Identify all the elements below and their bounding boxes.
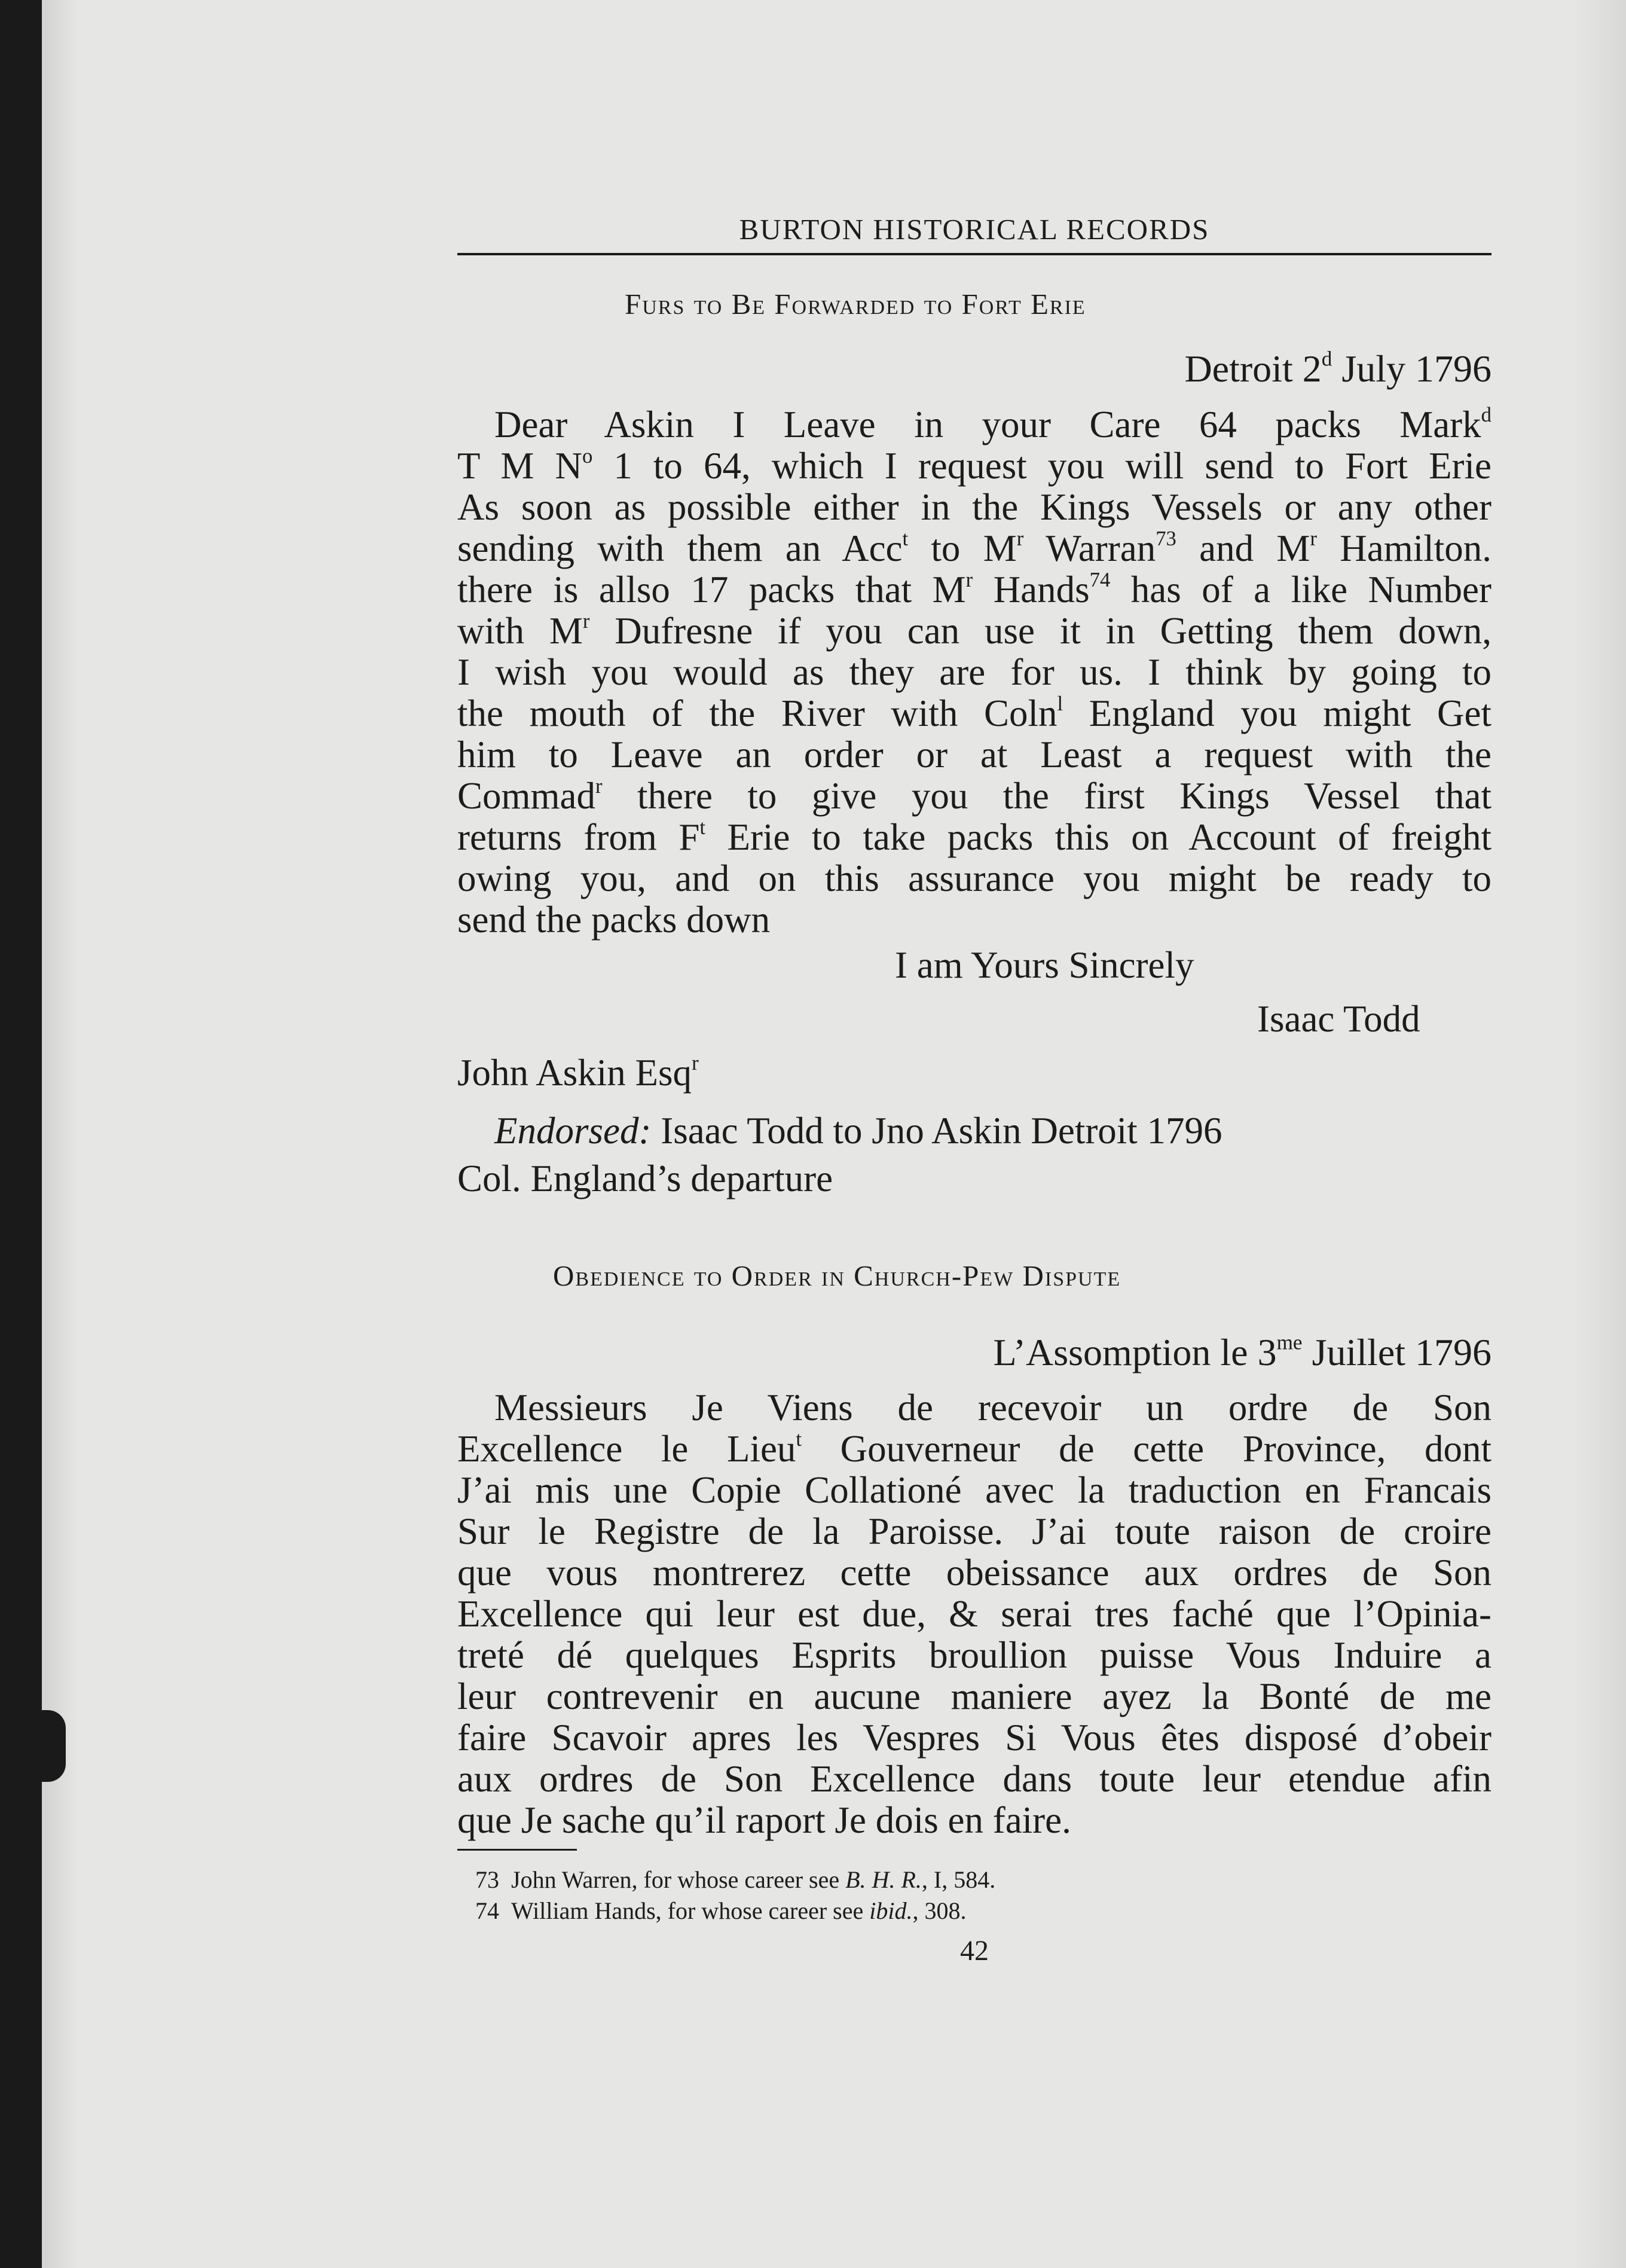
footnote-rule (457, 1849, 577, 1851)
section-title-furs: Furs to Be Forwarded to Fort Erie (625, 288, 1086, 320)
text-line: Sur le Registre de la Paroisse. J’ai toute raison de croire (457, 1511, 1491, 1552)
text-line: que Je sache qu’il raport Je dois en faire. (457, 1800, 1071, 1841)
text-line: returns from $F^t$ Erie to take packs this on Account of freight (457, 817, 1491, 858)
footnote-ref-73: 73 (1156, 528, 1176, 551)
text-line: owing you, and on this assurance you might be ready to (457, 858, 1491, 899)
text-line: T M $N^o$ 1 to 64, which I request you will send to Fort Erie (457, 445, 1491, 487)
page-number: 42 (960, 1935, 989, 1967)
section-title-obedience: Obedience to Order in Church-Pew Dispute (553, 1259, 1121, 1292)
header-rule (457, 253, 1491, 255)
text-line: Excellence qui leur est due, & serai tres faché que l’Opinia- (457, 1594, 1491, 1635)
text-line: Excellence le Lieu$^t$ Gouverneur de cette Province, dont (457, 1428, 1491, 1470)
footnote-ref-74: 74 (1089, 569, 1111, 592)
footnote-74: 74 William Hands, for whose career see ibid., 308. (475, 1897, 967, 1924)
footnote-73: 73 John Warren, for whose career see B. H. R., I, 584. (475, 1866, 996, 1893)
text-line: send the packs down (457, 899, 771, 941)
endorsement: Endorsed: Isaac Todd to Jno Askin Detroit 1796 (494, 1110, 1222, 1152)
text-line: aux ordres de Son Excellence dans toute leur etendue afin (457, 1759, 1491, 1800)
text-line: Dear Askin I Leave in your Care 64 packs Mark$^d$ (494, 404, 1491, 445)
closing-line: I am Yours Sincrely (895, 944, 1194, 986)
page-edge-notch (42, 1710, 66, 1782)
text-line: there is allso 17 packs that $M^r$ Hands$^{74}$ has of a like Number (457, 569, 1491, 611)
text-line: As soon as possible either in the Kings Vessels or any other (457, 487, 1491, 528)
addressee: John Askin Esq$^r$ (457, 1052, 699, 1094)
text-line: sending with them an Acc$^t$ to $M^r$ Warran$^{73}$ and $M^r$ Hamilton. (457, 528, 1491, 569)
text-line: J’ai mis une Copie Collationé avec la traduction en Francais (457, 1470, 1491, 1511)
running-head: BURTON HISTORICAL RECORDS (739, 213, 1210, 246)
text-line: treté dé quelques Esprits broullion puisse Vous Induire a (457, 1635, 1491, 1676)
letter-body-todd (457, 404, 1491, 941)
text-line: him to Leave an order or at Least a request with the (457, 734, 1491, 776)
dateline-assomption: L’Assomption le $3^{me}$ Juillet 1796 (993, 1330, 1491, 1373)
text-line: que vous montrerez cette obeissance aux ordres de Son (457, 1552, 1491, 1594)
text-line: leur contrevenir en aucune maniere ayez la Bonté de me (457, 1676, 1491, 1717)
endorsement-line-2: Col. England’s departure (457, 1158, 833, 1199)
letter-body-assomption (457, 1387, 1491, 1841)
signature: Isaac Todd (1257, 998, 1420, 1040)
text-line: with $M^r$ Dufresne if you can use it in Getting them down, (457, 611, 1491, 652)
text-line: I wish you would as they are for us. I think by going to (457, 652, 1491, 693)
dateline-detroit: Detroit 2$^d$ July 1796 (1184, 347, 1491, 390)
text-line: Messieurs Je Viens de recevoir un ordre de Son (494, 1387, 1491, 1428)
text-line: the mouth of the River with Coln$^l$ England you might Get (457, 693, 1491, 734)
text-line: Commad$^r$ there to give you the first Kings Vessel that (457, 776, 1491, 817)
text-line: faire Scavoir apres les Vespres Si Vous êtes disposé d’obeir (457, 1717, 1491, 1759)
